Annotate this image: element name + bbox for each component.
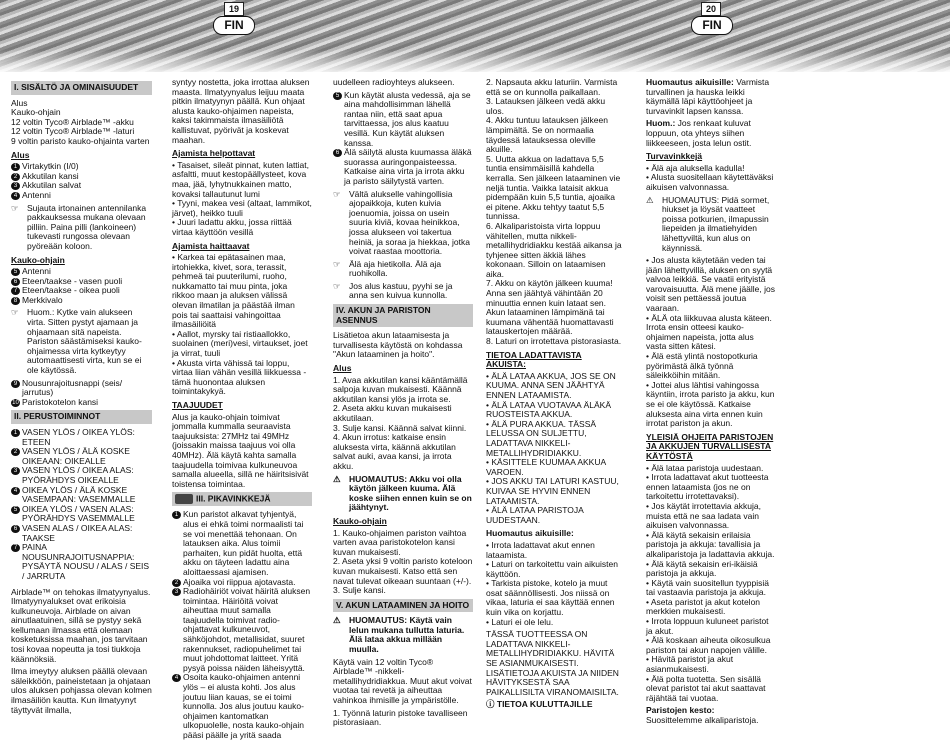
section-heading-contents: I. SISÄLTÖ JA OMINAISUUDET	[11, 81, 152, 95]
bullet-item: • Jos käytät irrotettavia akkuja, muista että ne saa ladata vain aikuisen valvonnassa.	[646, 502, 776, 531]
info-icon: ⓘ	[486, 699, 497, 710]
contents-item: 12 voltin Tyco® Airblade™ -akku	[11, 116, 134, 127]
number-badge-icon: 5	[11, 268, 20, 276]
number-badge-icon: 2	[11, 173, 20, 181]
warning-triangle-icon: ⚠	[333, 473, 341, 484]
list-item: 6 Eteen/taakse - vasen puoli	[11, 277, 152, 287]
contents-item: 9 voltin paristo kauko-ohjainta varten	[11, 135, 150, 146]
bullet-item: • Jos alusta käytetään veden tai jään lähettyvillä, aluksen on syytä valvoa leikkiä. Se vaatii erityistä varovaisuutta. Älä mene jäälle, jos voisit sen pettäessä joutua vaaraan.	[646, 256, 776, 314]
header-band	[0, 0, 950, 72]
hand-pointer-icon: ☞	[333, 258, 341, 269]
paragraph: Huom.: Jos renkaat kuluvat loppuun, ota yhteys siihen liikkeeseen, josta lelun ostit.	[646, 118, 752, 148]
number-badge-icon: 4	[172, 674, 181, 682]
bullet-item: • ÄLÄ LATAA AKKUA, JOS SE ON KUUMA. ANNA SEN JÄÄHTYÄ ENNEN LATAAMISTA.	[486, 372, 623, 401]
number-badge-icon: 3	[172, 588, 181, 596]
bullet-item: • Hävitä paristot ja akut asianmukaisesti.	[646, 655, 776, 674]
number-badge-icon: 2	[172, 579, 181, 587]
bullet-item: • Älä aja aluksella kadulla!	[646, 164, 776, 174]
list-item: 5 Antenni	[11, 267, 152, 277]
bullet-item: • Älä koskaan aiheuta oikosulkua pariston tai akun napojen välille.	[646, 636, 776, 655]
list-item: 8 Merkkivalo	[11, 296, 152, 306]
subheading-freq: TAAJUUDET	[172, 400, 223, 410]
bullet-item: • ÄLÄ LATAA VUOTAVAA ÄLÄKÄ RUOSTEISTA AKKUA.	[486, 401, 623, 420]
paragraph: Suosittelemme alkaliparistoja.	[646, 715, 759, 725]
section-heading-install: IV. AKUN JA PARISTON ASENNUS	[333, 304, 473, 327]
lang-badge-left: FIN	[213, 16, 255, 35]
lang-badge-right: FIN	[691, 16, 733, 35]
warning-triangle-icon: ⚠	[333, 615, 341, 626]
list-item: 10 Paristokotelon kansi	[12, 396, 99, 407]
page-number-right: 20	[701, 2, 721, 16]
bullet-item: • Älä käytä sekaisin erilaisia paristoja ja akkuja: tavallisia ja alkaliparistoja ja ladattavia akkuja.	[646, 531, 776, 560]
subheading-alus: Alus	[11, 149, 30, 160]
column-3	[333, 78, 473, 730]
bullet-item: • Aseta paristot ja akut kotelon merkkien mukaisesti.	[646, 598, 776, 617]
paragraph: Alus ja kauko-ohjain toimivat jommalla kummalla seuraavista taajuuksista: 27MHz tai 49MHz (joissakin maissa taajuus voi olla 40MHz). Älä käytä kahta samalla taajuudella toimivaa kulkuneuvoa samalla alueella, sillä ne häiritsisivät toistensa toimintaa.	[172, 411, 309, 489]
bullet-item: • Tarkista pistoke, kotelo ja muut osat säännöllisesti. Jos niissä on vikaa, laturia ei saa käyttää ennen kuin vika on korjattu.	[486, 579, 623, 617]
bullet-item: • Irrota loppuun kuluneet paristot ja akut.	[646, 617, 776, 636]
column-5	[646, 78, 776, 730]
bullet-item: • ÄLÄ PURA AKKUA. TÄSSÄ LELUSSA ON SULJETTU, LADATTAVA NIKKELI-METALLIHYDRIDIAKKU.	[486, 420, 623, 458]
bullet-item: • Juuri ladattu akku, jossa riittää virtaa käyttöön vesillä	[172, 218, 312, 237]
subheading-kauko: Kauko-ohjain	[333, 515, 387, 526]
subheading-alus: Alus	[333, 363, 352, 374]
bullet-item: • Älä estä ylintä nostopotkuria pyörimästä älkä työnnä säleikköihin mitään.	[646, 352, 776, 381]
list-item: 4 Antenni	[11, 191, 152, 201]
bullet-item: • Karkea tai epätasainen maa, irtohiekka, kivet, sora, terassit, pehmeä tai puuterilumi, ruoho, nukkamatto tai muu pinta, joka rikkoo maan ja aluksen välissä olevan ilmatilan ja päästää ilman pois tai saattaisi vahingoittaa ilmasäiliöitä	[172, 253, 312, 330]
list-item: 4 OIKEA YLÖS / ÄLÄ KOSKE VASEMPAAN: VASEMMALLE	[11, 486, 152, 505]
bullet-item: • Irrota ladattavat akut ennen lataamista.	[486, 541, 623, 560]
bullet-item: • KÄSITTELE KUUMAA AKKUA VAROEN.	[486, 458, 623, 477]
contents-item: Alus	[11, 97, 28, 108]
bullet-item: • Tyyni, makea vesi (altaat, lammikot, järvet), heikko tuuli	[172, 199, 312, 218]
section-heading-basics: II. PERUSTOIMINNOT	[11, 410, 152, 424]
list-item: 5. Uutta akkua on ladattava 5,5 tuntia ensimmäisillä kahdella kerralla. Sen jälkeen lataaminen vie neljä tuntia. Vaikka lataisit akkua pidempään kuin 5,5 tuntia, ajoaika ei pitene. Akku tehtyy taatut 5,5 tunnissa.	[486, 153, 621, 222]
bullet-item: • Älä polta tuotetta. Sen sisällä olevat paristot tai akut saattavat räjähtää tai vuotaa.	[646, 675, 776, 704]
list-item: 6 VASEN ALAS / OIKEA ALAS: TAAKSE	[11, 524, 152, 543]
note-block: ☞ Sujauta irtonainen antennilanka pakkauksessa mukana olevaan pilliin. Paina pilli (lankoineen) tukevasti rungossa olevaan pyöreään koloon.	[11, 202, 147, 251]
bullet-item: • Laturi ei ole lelu.	[486, 618, 623, 628]
section-heading-tips: III. PIKAVINKKEJÄ	[172, 492, 312, 506]
column-4	[486, 78, 623, 730]
list-item: 4 Osoita kauko-ohjaimen antenni ylös – ei alusta kohti. Jos alus joutuu liian kauas, se ei toimi kunnolla. Jos alus joutuu kauko-ohjaimen kantomatkan ulkopuolelle, nosta kauko-ohjain pääsi päälle ja yritä saada	[172, 673, 312, 740]
number-badge-icon: 7	[11, 544, 20, 552]
paragraph: Käytä vain 12 voltin Tyco® Airblade™ -nikkeli-metallihydridiakkua. Muut akut voivat vuotaa tai revetä ja aiheuttaa vahinkoa ihmisille ja ympäristölle.	[333, 656, 472, 706]
number-badge-icon: 6	[11, 278, 20, 286]
list-item: 2. Napsauta akku laturiin. Varmista että se on kunnolla paikallaan.	[486, 77, 618, 97]
number-badge-icon: 4	[11, 192, 20, 200]
list-item: 2. Aseta yksi 9 voltin paristo koteloon kuvan mukaisesti. Katso että sen navat tulevat oikeaan suuntaan (+/-).	[333, 556, 473, 586]
number-badge-icon: 4	[11, 487, 20, 495]
list-item: 7 Eteen/taakse - oikea puoli	[11, 286, 152, 296]
section-heading-charging: V. AKUN LATAAMINEN JA HOITO	[333, 599, 473, 613]
warning-block: ⚠ HUOMAUTUS: Käytä vain lelun mukana tullutta laturia. Älä lataa akkua millään muulla.	[333, 615, 465, 655]
number-badge-icon: 8	[11, 297, 20, 305]
hand-pointer-icon: ☞	[333, 188, 341, 199]
list-item: 7 PAINA NOUSUNRAJOITUSNAPPIA: PYSÄYTÄ NOUSU / ALAS / SEIS / JARRUTA	[11, 543, 152, 581]
bullet-item: • JOS AKKU TAI LATURI KASTUU, KUIVAA SE HYVIN ENNEN LATAAMISTA.	[486, 477, 623, 506]
bullet-item: • Irrota ladattavat akut tuotteesta ennen lataamista (jos ne on tarkoitettu irrotettavaksi).	[646, 473, 776, 502]
paragraph: Ilma imeytyy aluksen päällä olevaan säleikköön, paineistetaan ja ohjataan ulos aluksen pohjassa olevan kolmen ilmasäiliön kautta. Kun ilmatyynyt täyttyvät ilmalla,	[11, 666, 152, 715]
list-item: 9 Nousunrajoitusnappi (seis/ jarrutus)	[11, 379, 152, 398]
warning-triangle-icon: ⚠	[646, 194, 654, 205]
bullet-item: • Älä lataa paristoja uudestaan.	[646, 464, 776, 474]
warning-block: ⚠ HUOMAUTUS: Akku voi olla käytön jälkeen kuuma. Älä koske siihen ennen kuin se on jäähtynyt.	[333, 473, 472, 513]
list-item: 1 Virtakytkin (I/0)	[11, 162, 152, 172]
paragraph: Airblade™ on tehokas ilmatyynyalus. Ilmatyynyalukset ovat erikoisia kulkuneuvoja. Airblade on aivan ainutlaatuinen, sillä se pystyy sekä kellumaan ilmassa että olemaan kosketuksissa maahan, jos tarvitaan tosi kovaa nopeutta ja tosi tiukkoja käännöksiä.	[11, 586, 151, 664]
bullet-item: • Aallot, myrsky tai ristiaallokko, suolainen (meri)vesi, virtaukset, joet ja virrat, tuuli	[172, 330, 312, 359]
list-item: 3 VASEN YLÖS / OIKEA ALAS: PYÖRÄHDYS OIKEALLE	[11, 466, 152, 485]
subheading-help: Ajamista helpottavat	[172, 148, 256, 159]
paragraph: uudelleen radioyhteys alukseen.	[333, 77, 455, 87]
list-item: 2 Akkutilan kansi	[11, 172, 152, 182]
list-item: 6 Älä säilytä alusta kuumassa äläkä suorassa auringonpaisteessa. Katkaise aina virta ja irrota akku ja paristo säilytystä varten.	[333, 148, 473, 186]
subheading-hard: Ajamista haittaavat	[172, 240, 250, 251]
number-badge-icon: 1	[11, 429, 20, 437]
list-item: 3. Latauksen jälkeen vedä akku ulos.	[486, 96, 606, 116]
contents-item: Kauko-ohjain	[11, 107, 61, 118]
bullet-item: • Akusta virta vähissä tai loppu, virtaa liian vähän vesillä liikkuessa - tämä huonontaa aluksen toimintakykyä.	[172, 359, 312, 397]
number-badge-icon: 7	[11, 287, 20, 295]
consumer-info: ⓘ TIETOA KULUTTAJILLE	[486, 699, 593, 710]
list-item: 3 Akkutilan salvat	[11, 181, 152, 191]
bullet-item: • ÄLÄ ota liikkuvaa alusta käteen. Irrota ensin otteesi kauko-ohjaimen napeista, jotta alus vasta sitten kätesi.	[646, 314, 776, 352]
list-item: 3 Radiohäiriöt voivat häiritä aluksen toimintaa. Häiriöitä voivat aiheuttaa muut samalla taajuudella toimivat radio-ohjattavat kulkuneuvot, sähköjohdot, metallisidat, suuret rakennukset, radiopuhelimet tai muut johdottomat laitteet. Yritä pysyä poissa näiden läheisyyttä.	[172, 587, 312, 673]
subheading-notice: Huomautus aikuisille:	[486, 528, 574, 539]
number-badge-icon: 9	[11, 380, 20, 388]
hand-pointer-icon: ☞	[11, 307, 19, 318]
number-badge-icon: 2	[11, 448, 20, 456]
list-item: 1. Avaa akkutilan kansi kääntämällä salpoja kuvan mukaisesti. Käännä akkutilan kansi ylös ja irrota se.	[333, 374, 468, 404]
subheading-kauko: Kauko-ohjain	[11, 254, 65, 265]
bullet-item: • Laturi on tarkoitettu vain aikuisten käyttöön.	[486, 560, 623, 579]
page-number-left: 19	[224, 2, 244, 16]
note-block: ☞ Vältä alukselle vahingollisia ajopaikkoja, kuten kuivia joenuomia, joissa on usein suuria kiviä, kovaa heinikkoa, jossa alukseen voi takertua heiniä, ja soraa ja hiekkaa, jotka voivat raastaa moottoria.	[333, 188, 470, 257]
hand-pointer-icon: ☞	[11, 202, 19, 213]
list-item: 2 Ajoaika voi riippua ajotavasta.	[172, 578, 312, 588]
bullet-item: • Jottei alus lähtisi vahingossa käyntiin, irrota paristo ja akku, kun se ei ole käytössä. Katkaise aluksesta aina virta ennen kuin irrotat pariston ja akun.	[646, 381, 776, 429]
column-2	[172, 77, 312, 740]
paragraph: TÄSSÄ TUOTTEESSA ON LADATTAVA NIKKELI-METALLIHYDRIDIAKKU. HÄVITÄ SE ASIANMUKAISESTI. LISÄTIETOJA AKUISTA JA NIIDEN HÄVITYKSESTÄ SAA PAIKALLISILTA VIRANOMAISILTA.	[486, 629, 619, 697]
subheading-charge: TIETOA LADATTAVISTA AKUISTA:	[486, 349, 582, 370]
bullet-item: • Älä käytä sekaisin eri-ikäisiä paristoja ja akkuja.	[646, 560, 776, 579]
number-badge-icon: 1	[172, 511, 181, 519]
list-item: 1 Kun paristot alkavat tyhjentyä, alus ei ehkä toimi normaalisti tai se voi menettää tehonaan. On latauksen aika. Alus toimii parhaiten, kun pidät huolta, että akku on täyteen ladattu aina aloittaessasi ajamisen.	[172, 510, 312, 577]
note-block: ☞ Huom.: Kytke vain alukseen virta. Sitten pystyt ajamaan ja ohjaamaan sitä napeista. Pariston säästämiseksi kauko-ohjaimessa virta kytkeytyy automaattisesti virta, kun se ei ole käytössä.	[11, 307, 142, 376]
list-item: 6. Alkaliparistoista virta loppuu vähitellen, mutta nikkeli-metallihydridiakku kestää aikansa ja tyhjenee sitten äkkiä lähes kokonaan. Silloin on lataamisen aika.	[486, 220, 622, 279]
battery-heading: Paristojen kesto:	[646, 705, 715, 716]
number-badge-icon: 6	[333, 149, 342, 157]
list-item: 5 Kun käytät alusta vedessä, aja se aina mahdollisimman lähellä rantaa niin, että saat apua tarvittaessa, jos alus kaatuu vesillä. Kun käytät aluksen kanssa.	[333, 91, 473, 149]
list-item: 5 OIKEA YLÖS / VASEN ALAS: PYÖRÄHDYS VASEMMALLE	[11, 505, 152, 524]
number-badge-icon: 10	[12, 399, 19, 406]
contents-item: 12 voltin Tyco® Airblade™ -laturi	[11, 126, 135, 137]
number-badge-icon: 3	[11, 182, 20, 190]
number-badge-icon: 6	[11, 525, 20, 533]
list-item: 3. Sulje kansi. Käännä salvat kiinni.	[333, 422, 467, 433]
list-item: 1. Työnnä laturin pistoke tavalliseen pistorasiaan.	[333, 707, 468, 728]
bullet-item: • Alusta suositellaan käytettäväksi aikuisen valvonnassa.	[646, 173, 776, 192]
note-block: ☞ Älä aja hietikolla. Älä aja ruohikolla.	[333, 258, 442, 279]
number-badge-icon: 3	[11, 467, 20, 475]
note-block: ☞ Jos alus kastuu, pyyhi se ja anna sen kuivua kunnolla.	[333, 280, 453, 301]
paragraph: Huomautus aikuisille: Varmista turvallinen ja hauska leikki käymällä läpi käyttöohjeet ja turvavinkit lapsen kanssa.	[646, 77, 770, 116]
bullet-item: • Tasaiset, sileät pinnat, kuten lattiat, asfaltti, muut kestopäällysteet, kova maa, jää, lyhytnukkainen matto, kovaksi tallautunut lumi	[172, 161, 312, 199]
number-badge-icon: 5	[11, 506, 20, 514]
list-item: 4. Akku tuntuu latauksen jälkeen lämpimältä. Se on normaalia täydessä latauksessa oleville akuille.	[486, 115, 608, 155]
subheading-safety: Turvavinkkejä	[646, 151, 703, 162]
list-item: 1 VASEN YLÖS / OIKEA YLÖS: ETEEN	[11, 428, 152, 447]
subheading-general: YLEISIÄ OHJEITA PARISTOJEN JA AKKUJEN TURVALLISESTA KÄYTÖSTÄ	[646, 431, 774, 461]
paragraph: Lisätietoa akun lataamisesta ja turvallisesta käytöstä on kohdassa "Akun lataaminen ja hoito".	[333, 330, 463, 360]
warning-block: ⚠ HUOMAUTUS: Pidä sormet, hiukset ja löysät vaatteet poissa potkurien, ilmapussin liepeiden ja ilmatiehyiden lähettyviltä, kun alus on käynnissä.	[646, 194, 770, 253]
list-item: 2. Aseta akku kuvan mukaisesti akkutilaan.	[333, 403, 452, 423]
hand-pointer-icon: ☞	[333, 280, 341, 291]
bullet-item: • ÄLÄ LATAA PARISTOJA UUDESTAAN.	[486, 506, 623, 525]
list-item: 8. Laturi on irrotettava pistorasiasta.	[486, 336, 622, 347]
list-item: 2 VASEN YLÖS / ÄLÄ KOSKE OIKEAAN: OIKEALLE	[11, 447, 152, 466]
list-item: 3. Sulje kansi.	[333, 585, 386, 596]
bullet-item: • Käytä vain suositellun tyyppisiä tai vastaavia paristoja ja akkuja.	[646, 579, 776, 598]
list-item: 4. Akun irrotus: katkaise ensin aluksesta virta, käännä akkutilan salvat auki, avaa kansi, ja irrota akku.	[333, 432, 456, 471]
list-item: 1. Kauko-ohjaimen pariston vaihtoa varten avaa paristokotelon kansi kuvan mukaisesti.	[333, 527, 467, 557]
paragraph: syntyy nostetta, joka irrottaa aluksen maasta. Ilmatyynyalus leijuu maata pitkin ilmatyynyn päällä. Kun ohjaat alusta kauko-ohjaimen napeista, kaksi takimmaista ilmasäiliötä kallistuvat, pyörivät ja koskevat maahan.	[172, 77, 310, 145]
number-badge-icon: 5	[333, 92, 342, 100]
list-item: 7. Akku on käytön jälkeen kuuma! Anna sen jäähtyä vähintään 20 minuuttia ennen kuin lataat sen. Akun lataaminen lämpimänä tai kuumana vähentää huomattavasti latauskertojen määrää.	[486, 278, 614, 337]
column-1	[11, 78, 152, 730]
number-badge-icon: 1	[11, 163, 20, 171]
hovercraft-icon	[175, 494, 193, 504]
